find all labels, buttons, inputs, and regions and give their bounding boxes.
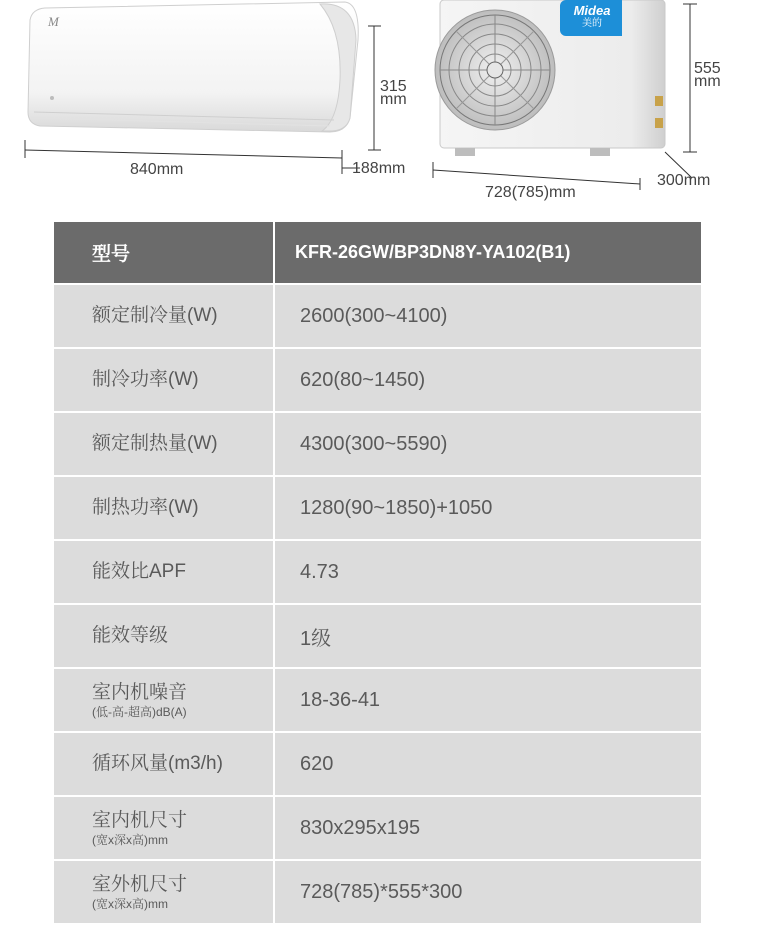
row-value: 2600(300~4100): [275, 285, 701, 347]
row-value: 18-36-41: [275, 669, 701, 731]
table-row: [54, 669, 701, 731]
row-key: 额定制热量(W): [92, 433, 218, 454]
row-value: 1280(90~1850)+1050: [275, 477, 701, 539]
outdoor-width-label: 728(785)mm: [485, 184, 576, 201]
table-row: [54, 477, 701, 539]
row-key: 室内机尺寸: [92, 809, 188, 831]
header-value: KFR-26GW/BP3DN8Y-YA102(B1): [275, 222, 701, 283]
row-value: 830x295x195: [275, 797, 701, 859]
row-key-sub: (宽x深x高)mm: [92, 832, 168, 847]
indoor-unit-image: [28, 2, 358, 132]
indoor-height-unit: mm: [380, 91, 407, 108]
row-key-cell: [54, 797, 273, 859]
table-row: [54, 733, 701, 795]
row-key: 能效比APF: [92, 561, 186, 582]
row-key-cell: [54, 733, 273, 795]
row-key: 循环风量(m3/h): [92, 753, 223, 774]
midea-logo-text: Midea: [573, 3, 611, 18]
table-row: [54, 861, 701, 923]
table-row: [54, 285, 701, 347]
indoor-height-value: 315: [380, 78, 407, 95]
outdoor-height-unit: mm: [694, 73, 721, 90]
product-dimension-drawing: [0, 0, 757, 215]
midea-logo: [563, 3, 621, 30]
row-key-cell: [54, 285, 273, 347]
row-key-sub: (宽x深x高)mm: [92, 896, 168, 911]
row-value: 4300(300~5590): [275, 413, 701, 475]
spec-table-header: [54, 222, 701, 283]
spec-table: [54, 222, 701, 925]
row-key: 制冷功率(W): [92, 369, 199, 390]
row-key-cell: [54, 413, 273, 475]
row-key-cell: [54, 477, 273, 539]
row-value: 4.73: [275, 541, 701, 603]
outdoor-height-label: [694, 62, 721, 88]
row-key: 室外机尺寸: [92, 873, 188, 895]
row-value: 728(785)*555*300: [275, 861, 701, 923]
header-key: 型号: [54, 222, 273, 283]
row-key: 制热功率(W): [92, 497, 199, 518]
indoor-width-label: 840mm: [130, 161, 184, 178]
outdoor-unit-image: [435, 0, 665, 156]
row-key-cell: [54, 669, 273, 731]
row-key-cell: [54, 861, 273, 923]
table-row: [54, 349, 701, 411]
row-key-sub: (低-高-超高)dB(A): [92, 704, 187, 719]
row-key-cell: [54, 541, 273, 603]
row-key: 额定制冷量(W): [92, 305, 218, 326]
table-row: [54, 797, 701, 859]
outdoor-height-value: 555: [694, 60, 721, 77]
svg-text:M: M: [48, 14, 59, 29]
row-value: 620(80~1450): [275, 349, 701, 411]
row-key-cell: [54, 605, 273, 667]
row-key-cell: [54, 349, 273, 411]
row-key: 室内机噪音: [92, 681, 188, 703]
indoor-depth-label: 188mm: [352, 160, 406, 177]
outdoor-depth-label: 300mm: [657, 172, 711, 189]
table-row: [54, 541, 701, 603]
midea-logo-text-cn: 美的: [582, 18, 602, 29]
table-row: [54, 413, 701, 475]
row-value: 620: [275, 733, 701, 795]
row-key: 能效等级: [92, 625, 169, 646]
product-illustration: [0, 0, 757, 215]
row-value: 1级: [275, 605, 701, 667]
table-row: [54, 605, 701, 667]
indoor-height-label: [380, 80, 407, 106]
